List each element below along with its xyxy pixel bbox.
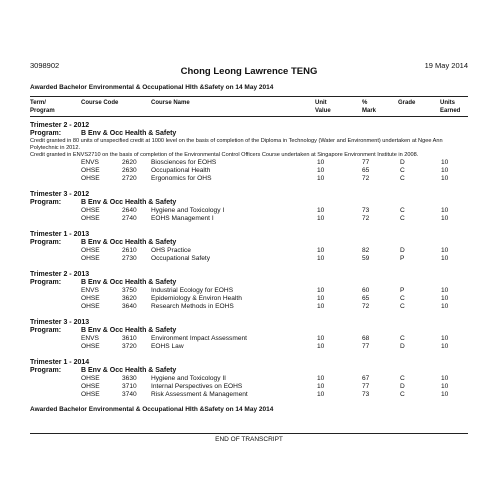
course-number: 3610 bbox=[122, 335, 137, 342]
course-grade: D bbox=[400, 159, 405, 166]
course-units-earned: 10 bbox=[441, 303, 449, 310]
course-mark: 77 bbox=[362, 383, 370, 390]
program-name: B Env & Occ Health & Safety bbox=[81, 367, 177, 374]
student-id: 3098902 bbox=[30, 61, 60, 70]
column-header-unit-value: Unit Value bbox=[315, 100, 331, 114]
course-name: EOHS Management I bbox=[151, 215, 214, 222]
course-row bbox=[30, 215, 468, 223]
course-name: Ergonomics for OHS bbox=[151, 175, 212, 182]
course-unit-value: 10 bbox=[317, 175, 325, 182]
course-number: 2620 bbox=[122, 159, 137, 166]
program-row bbox=[30, 279, 468, 287]
program-name: B Env & Occ Health & Safety bbox=[81, 327, 177, 334]
course-number: 2610 bbox=[122, 247, 137, 254]
course-unit-value: 10 bbox=[317, 167, 325, 174]
header-divider-bottom bbox=[30, 116, 468, 117]
course-units-earned: 10 bbox=[441, 375, 449, 382]
column-header-mark: % Mark bbox=[362, 100, 377, 114]
credit-note: Credit granted in 80 units of unspecified credit at 1000 level on the basis of completion of the Diploma in Technology (Water and Environment) undertaken at Ngee Ann Polytechnic in 2012. bbox=[30, 138, 443, 151]
program-name: B Env & Occ Health & Safety bbox=[81, 279, 177, 286]
course-name: EOHS Law bbox=[151, 343, 184, 350]
term-heading: Trimester 2 - 2013 bbox=[30, 271, 90, 278]
course-row bbox=[30, 335, 468, 343]
course-subject: OHSE bbox=[81, 215, 100, 222]
course-units-earned: 10 bbox=[441, 215, 449, 222]
course-subject: OHSE bbox=[81, 383, 100, 390]
course-row bbox=[30, 167, 468, 175]
course-unit-value: 10 bbox=[317, 159, 325, 166]
course-subject: OHSE bbox=[81, 295, 100, 302]
terms-list bbox=[30, 121, 468, 399]
award-line-bottom: Awarded Bachelor Environmental & Occupational Hlth &Safety on 14 May 2014 bbox=[30, 406, 274, 413]
course-subject: OHSE bbox=[81, 303, 100, 310]
course-row bbox=[30, 383, 468, 391]
course-subject: ENVS bbox=[81, 335, 99, 342]
course-subject: OHSE bbox=[81, 167, 100, 174]
course-row bbox=[30, 303, 468, 311]
course-row bbox=[30, 159, 468, 167]
course-units-earned: 10 bbox=[441, 391, 449, 398]
course-unit-value: 10 bbox=[317, 383, 325, 390]
course-mark: 72 bbox=[362, 175, 370, 182]
course-number: 2630 bbox=[122, 167, 137, 174]
course-grade: C bbox=[400, 375, 405, 382]
course-units-earned: 10 bbox=[441, 247, 449, 254]
program-label: Program: bbox=[30, 367, 62, 374]
course-name: Industrial Ecology for EOHS bbox=[151, 287, 234, 294]
end-of-transcript: END OF TRANSCRIPT bbox=[215, 436, 283, 443]
term-block bbox=[30, 359, 468, 399]
program-row bbox=[30, 239, 468, 247]
course-unit-value: 10 bbox=[317, 215, 325, 222]
course-name: Hygiene and Toxicology I bbox=[151, 207, 225, 214]
course-row bbox=[30, 175, 468, 183]
course-grade: D bbox=[400, 247, 405, 254]
course-number: 2730 bbox=[122, 255, 137, 262]
program-row bbox=[30, 199, 468, 207]
course-number: 3720 bbox=[122, 343, 137, 350]
program-label: Program: bbox=[30, 199, 62, 206]
program-label: Program: bbox=[30, 130, 62, 137]
course-grade: D bbox=[400, 383, 405, 390]
course-mark: 73 bbox=[362, 391, 370, 398]
column-header-grade: Grade bbox=[398, 100, 416, 106]
course-units-earned: 10 bbox=[441, 159, 449, 166]
term-heading: Trimester 3 - 2012 bbox=[30, 191, 90, 198]
course-units-earned: 10 bbox=[441, 295, 449, 302]
course-unit-value: 10 bbox=[317, 303, 325, 310]
course-name: Internal Perspectives on EOHS bbox=[151, 383, 243, 390]
course-name: Hygiene and Toxicology II bbox=[151, 375, 227, 382]
course-grade: D bbox=[400, 343, 405, 350]
course-units-earned: 10 bbox=[441, 343, 449, 350]
course-unit-value: 10 bbox=[317, 391, 325, 398]
course-grade: C bbox=[400, 175, 405, 182]
course-row bbox=[30, 255, 468, 263]
credit-note: Credit granted in ENVS2710 on the basis of completion of the Environmental Control Officers Course undertaken at Singapore Environment Institute in 2008. bbox=[30, 152, 419, 158]
course-mark: 77 bbox=[362, 343, 370, 350]
course-subject: ENVS bbox=[81, 287, 99, 294]
program-name: B Env & Occ Health & Safety bbox=[81, 199, 177, 206]
term-block bbox=[30, 319, 468, 351]
course-grade: C bbox=[400, 303, 405, 310]
course-mark: 65 bbox=[362, 167, 370, 174]
column-header-course-code: Course Code bbox=[81, 100, 119, 106]
course-row bbox=[30, 247, 468, 255]
term-heading: Trimester 1 - 2014 bbox=[30, 359, 90, 366]
program-label: Program: bbox=[30, 279, 62, 286]
column-header-units-earned: Units Earned bbox=[440, 100, 461, 114]
column-header-term: Term/ Program bbox=[30, 100, 55, 114]
course-unit-value: 10 bbox=[317, 255, 325, 262]
course-number: 2720 bbox=[122, 175, 137, 182]
transcript-date: 19 May 2014 bbox=[424, 61, 468, 70]
course-mark: 67 bbox=[362, 375, 370, 382]
course-row bbox=[30, 391, 468, 399]
footer-divider bbox=[30, 433, 468, 434]
program-row bbox=[30, 367, 468, 375]
course-subject: OHSE bbox=[81, 375, 100, 382]
course-name: Environment Impact Assessment bbox=[151, 335, 248, 342]
course-mark: 82 bbox=[362, 247, 370, 254]
course-unit-value: 10 bbox=[317, 375, 325, 382]
course-subject: OHSE bbox=[81, 207, 100, 214]
course-row bbox=[30, 375, 468, 383]
course-unit-value: 10 bbox=[317, 295, 325, 302]
course-name: Epidemiology & Environ Health bbox=[151, 295, 242, 302]
term-block bbox=[30, 122, 468, 183]
course-grade: P bbox=[400, 255, 405, 262]
course-grade: C bbox=[400, 167, 405, 174]
transcript-page bbox=[30, 0, 468, 495]
course-name: Biosciences for EOHS bbox=[151, 159, 217, 166]
course-subject: ENVS bbox=[81, 159, 99, 166]
course-mark: 59 bbox=[362, 255, 370, 262]
course-mark: 68 bbox=[362, 335, 370, 342]
course-grade: C bbox=[400, 215, 405, 222]
course-number: 3640 bbox=[122, 303, 137, 310]
program-label: Program: bbox=[30, 327, 62, 334]
course-unit-value: 10 bbox=[317, 287, 325, 294]
student-name: Chong Leong Lawrence TENG bbox=[180, 66, 318, 77]
term-heading: Trimester 1 - 2013 bbox=[30, 231, 90, 238]
term-heading: Trimester 2 - 2012 bbox=[30, 122, 90, 129]
course-mark: 72 bbox=[362, 215, 370, 222]
course-grade: P bbox=[400, 287, 405, 294]
course-name: Occupational Health bbox=[151, 167, 211, 174]
course-number: 3710 bbox=[122, 383, 137, 390]
course-grade: C bbox=[400, 207, 405, 214]
program-label: Program: bbox=[30, 239, 62, 246]
program-name: B Env & Occ Health & Safety bbox=[81, 239, 177, 246]
course-units-earned: 10 bbox=[441, 255, 449, 262]
course-units-earned: 10 bbox=[441, 335, 449, 342]
course-units-earned: 10 bbox=[441, 207, 449, 214]
program-row bbox=[30, 130, 468, 138]
course-number: 3740 bbox=[122, 391, 137, 398]
course-grade: C bbox=[400, 295, 405, 302]
course-name: Research Methods in EOHS bbox=[151, 303, 234, 310]
course-number: 2640 bbox=[122, 207, 137, 214]
term-heading: Trimester 3 - 2013 bbox=[30, 319, 90, 326]
course-mark: 60 bbox=[362, 287, 370, 294]
term-block bbox=[30, 231, 468, 263]
course-name: Risk Assessment & Management bbox=[151, 391, 248, 398]
term-block bbox=[30, 191, 468, 223]
course-grade: C bbox=[400, 335, 405, 342]
course-row bbox=[30, 207, 468, 215]
course-unit-value: 10 bbox=[317, 207, 325, 214]
course-row bbox=[30, 295, 468, 303]
course-name: Occupational Safety bbox=[151, 255, 211, 262]
course-subject: OHSE bbox=[81, 175, 100, 182]
course-units-earned: 10 bbox=[441, 167, 449, 174]
course-units-earned: 10 bbox=[441, 175, 449, 182]
term-block bbox=[30, 271, 468, 311]
course-units-earned: 10 bbox=[441, 287, 449, 294]
column-header-course-name: Course Name bbox=[151, 100, 190, 106]
course-mark: 65 bbox=[362, 295, 370, 302]
course-subject: OHSE bbox=[81, 255, 100, 262]
course-number: 2740 bbox=[122, 215, 137, 222]
course-row bbox=[30, 287, 468, 295]
program-name: B Env & Occ Health & Safety bbox=[81, 130, 177, 137]
course-subject: OHSE bbox=[81, 391, 100, 398]
course-row bbox=[30, 343, 468, 351]
course-subject: OHSE bbox=[81, 247, 100, 254]
course-number: 3630 bbox=[122, 375, 137, 382]
course-subject: OHSE bbox=[81, 343, 100, 350]
course-mark: 77 bbox=[362, 159, 370, 166]
program-row bbox=[30, 327, 468, 335]
course-name: OHS Practice bbox=[151, 247, 191, 254]
course-unit-value: 10 bbox=[317, 343, 325, 350]
course-units-earned: 10 bbox=[441, 383, 449, 390]
course-number: 3620 bbox=[122, 295, 137, 302]
header-divider-top bbox=[30, 96, 468, 97]
course-mark: 73 bbox=[362, 207, 370, 214]
course-mark: 72 bbox=[362, 303, 370, 310]
course-unit-value: 10 bbox=[317, 247, 325, 254]
course-number: 3750 bbox=[122, 287, 137, 294]
course-grade: C bbox=[400, 391, 405, 398]
award-line-top: Awarded Bachelor Environmental & Occupational Hlth &Safety on 14 May 2014 bbox=[30, 84, 274, 91]
course-unit-value: 10 bbox=[317, 335, 325, 342]
